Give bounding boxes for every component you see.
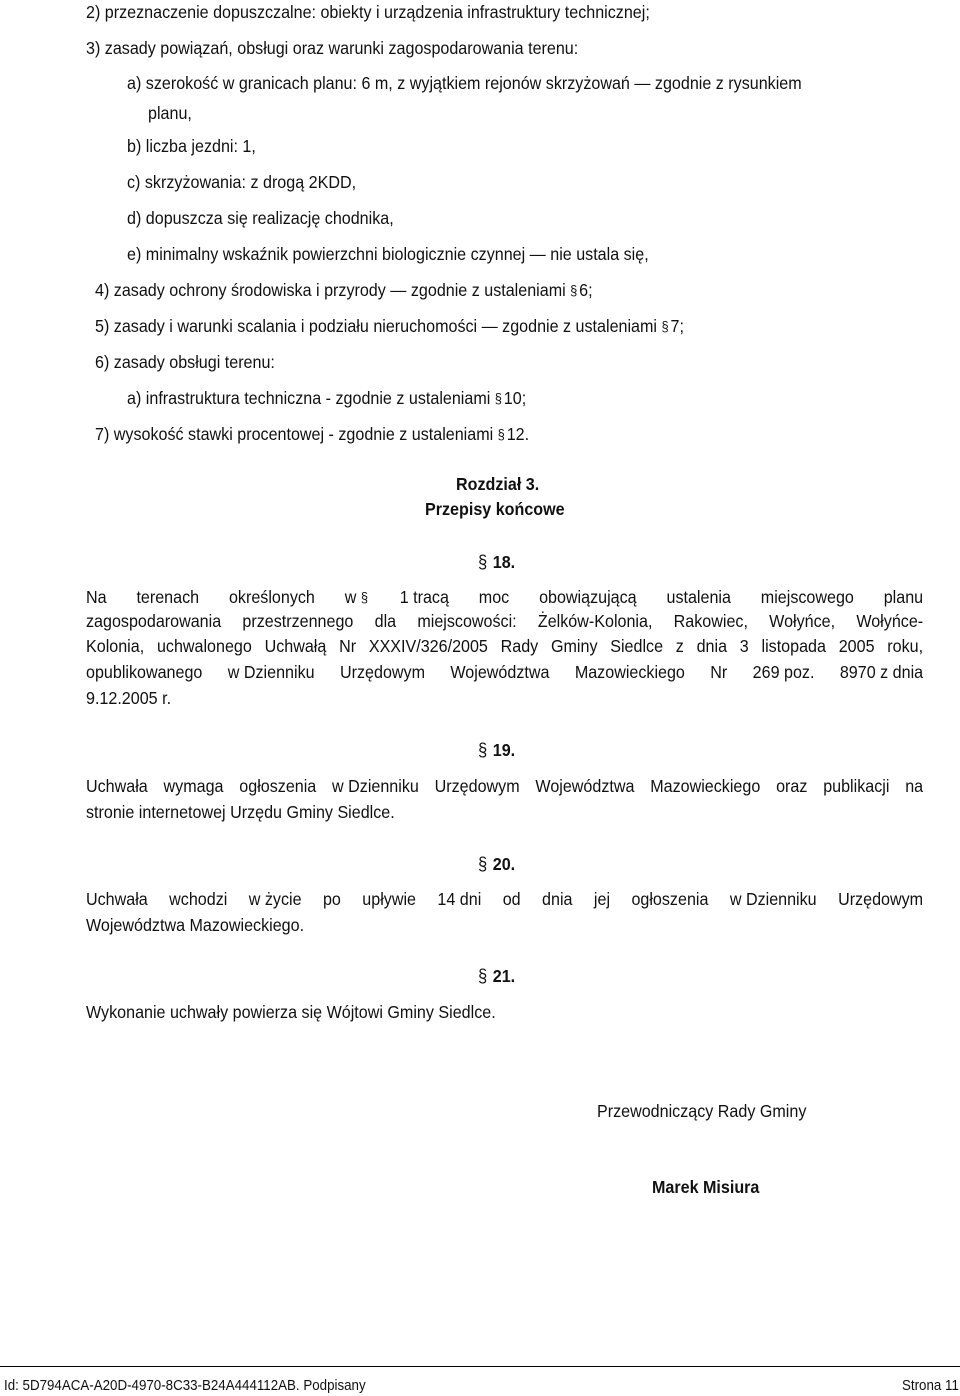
list-item-4-ref: 6; xyxy=(579,280,593,300)
word: Kolonia, xyxy=(86,636,145,656)
list-item-4 xyxy=(95,278,593,303)
word: listopada xyxy=(761,636,826,656)
word: 2005 xyxy=(838,636,875,656)
word: Urzędowym xyxy=(838,889,924,909)
paragraph-18-number: 18. xyxy=(492,552,516,572)
paragraph-21-heading xyxy=(478,964,515,988)
word: dla xyxy=(374,611,397,631)
paragraph-19-line2: stronie internetowej Urzędu Gminy Siedlce. xyxy=(86,802,395,822)
word: Uchwała xyxy=(86,776,148,796)
list-item-5-text: 5) zasady i warunki scalania i podziału nieruchomości — zgodnie z ustaleniami xyxy=(95,316,662,336)
chapter-number: Rozdział 3. xyxy=(456,474,540,494)
paragraph-18-line3 xyxy=(86,634,923,658)
list-item-3a-line1: a) szerokość w granicach planu: 6 m, z wyjątkiem rejonów skrzyżowań — zgodnie z rysunkiem xyxy=(127,73,802,93)
word: Mazowieckiego xyxy=(650,776,761,796)
list-item-3c: c) skrzyżowania: z drogą 2KDD, xyxy=(127,172,357,192)
word: ogłoszenia xyxy=(631,889,709,909)
word: Nr xyxy=(339,636,357,656)
paragraph-20-line2: Województwa Mazowieckiego. xyxy=(86,915,305,935)
word: Na xyxy=(86,587,107,607)
word: moc xyxy=(478,587,510,607)
word: w xyxy=(344,587,357,607)
word: Mazowieckiego xyxy=(574,662,685,682)
word: Urzędowym xyxy=(339,662,425,682)
list-item-6a xyxy=(127,386,526,411)
word: miejscowości: xyxy=(417,611,517,631)
word: Żelków-Kolonia, xyxy=(537,611,653,631)
chapter-title: Przepisy końcowe xyxy=(425,499,565,519)
word: w życie xyxy=(248,889,302,909)
word: Uchwała xyxy=(86,889,148,909)
paragraph-19-heading xyxy=(478,738,515,762)
list-item-6a-ref: 10; xyxy=(503,388,527,408)
word: 8970 z dnia xyxy=(839,662,924,682)
word-with-section-sign xyxy=(345,585,370,610)
word: po xyxy=(322,889,341,909)
word: Wołyńce, xyxy=(769,611,836,631)
word: ogłoszenia xyxy=(239,776,317,796)
word: obowiązującą xyxy=(539,587,637,607)
word: dnia xyxy=(696,636,728,656)
section-sign-icon: § xyxy=(570,282,578,298)
paragraph-19-line1 xyxy=(86,774,923,798)
list-item-6: 6) zasady obsługi terenu: xyxy=(95,352,275,372)
list-item-4-text: 4) zasady ochrony środowiska i przyrody — zgodnie z ustaleniami xyxy=(95,280,571,300)
word: roku, xyxy=(887,636,924,656)
paragraph-20-heading xyxy=(478,852,515,876)
word: XXXIV/326/2005 xyxy=(368,636,488,656)
word: jej xyxy=(593,889,611,909)
word: wymaga xyxy=(163,776,224,796)
word: 269 poz. xyxy=(752,662,815,682)
paragraph-18-line5: 9.12.2005 r. xyxy=(86,688,172,708)
paragraph-18-line4 xyxy=(86,660,923,684)
word: Rady xyxy=(500,636,539,656)
word: wchodzi xyxy=(169,889,228,909)
list-item-7-ref: 12. xyxy=(506,424,530,444)
word: Województwa xyxy=(535,776,635,796)
list-item-5-ref: 7; xyxy=(670,316,684,336)
word: w Dzienniku xyxy=(227,662,315,682)
word: Wołyńce- xyxy=(856,611,924,631)
list-item-3e: e) minimalny wskaźnik powierzchni biologicznie czynnej — nie ustala się, xyxy=(127,244,649,264)
word: Uchwałą xyxy=(264,636,327,656)
word: określonych xyxy=(228,587,315,607)
signature-name: Marek Misiura xyxy=(652,1177,760,1197)
word: miejscowego xyxy=(760,587,854,607)
word: ustalenia xyxy=(666,587,731,607)
list-item-3: 3) zasady powiązań, obsługi oraz warunki zagospodarowania terenu: xyxy=(86,38,579,58)
word: uchwalonego xyxy=(156,636,252,656)
word: Nr xyxy=(710,662,728,682)
word: z xyxy=(675,636,684,656)
word: upływie xyxy=(362,889,417,909)
section-sign-icon: § xyxy=(478,552,488,572)
paragraph-18-heading xyxy=(478,550,515,574)
word: dnia xyxy=(542,889,573,909)
word: zagospodarowania xyxy=(86,611,222,631)
word: Siedlce xyxy=(610,636,664,656)
list-item-7 xyxy=(95,422,529,447)
word: publikacji xyxy=(823,776,890,796)
footer-page-number: Strona 11 xyxy=(902,1378,959,1394)
section-sign-icon: § xyxy=(494,390,502,406)
word: Gminy xyxy=(550,636,598,656)
signature-role: Przewodniczący Rady Gminy xyxy=(597,1101,807,1121)
word: w Dzienniku xyxy=(332,776,419,796)
list-item-3a-line2: planu, xyxy=(148,103,192,123)
list-item-5 xyxy=(95,314,684,339)
word: planu xyxy=(883,587,924,607)
section-sign-icon: § xyxy=(478,854,488,874)
paragraph-20-number: 20. xyxy=(492,854,516,874)
word: 1 tracą xyxy=(399,587,449,607)
word: oraz xyxy=(776,776,808,796)
section-sign-icon: § xyxy=(478,740,488,760)
list-item-6a-text: a) infrastruktura techniczna - zgodnie z ustaleniami xyxy=(127,388,495,408)
list-item-7-text: 7) wysokość stawki procentowej - zgodnie z ustaleniami xyxy=(95,424,498,444)
word: Województwa xyxy=(450,662,550,682)
paragraph-21-line1: Wykonanie uchwały powierza się Wójtowi Gminy Siedlce. xyxy=(86,1002,496,1022)
word: od xyxy=(502,889,521,909)
footer-divider xyxy=(0,1366,960,1367)
paragraph-19-number: 19. xyxy=(492,740,516,760)
footer-document-id: Id: 5D794ACA-A20D-4970-8C33-B24A444112AB. Podpisany xyxy=(4,1378,366,1394)
word: Urzędowym xyxy=(434,776,520,796)
word: terenach xyxy=(136,587,200,607)
word: opublikowanego xyxy=(86,662,203,682)
word: 3 xyxy=(739,636,749,656)
section-sign-icon: § xyxy=(497,426,505,442)
section-sign-icon: § xyxy=(661,318,669,334)
word: na xyxy=(905,776,924,796)
list-item-3b: b) liczba jezdni: 1, xyxy=(127,136,256,156)
paragraph-18-line1 xyxy=(86,585,923,610)
paragraph-18-line2 xyxy=(86,609,923,633)
word: Rakowiec, xyxy=(673,611,748,631)
word: przestrzennego xyxy=(242,611,354,631)
word: w Dzienniku xyxy=(729,889,817,909)
list-item-3d: d) dopuszcza się realizację chodnika, xyxy=(127,208,394,228)
word: 14 dni xyxy=(437,889,482,909)
paragraph-21-number: 21. xyxy=(492,966,516,986)
paragraph-20-line1 xyxy=(86,887,923,911)
section-sign-icon: § xyxy=(478,966,488,986)
section-sign-icon: § xyxy=(360,589,369,605)
list-item-2: 2) przeznaczenie dopuszczalne: obiekty i urządzenia infrastruktury technicznej; xyxy=(86,2,650,22)
